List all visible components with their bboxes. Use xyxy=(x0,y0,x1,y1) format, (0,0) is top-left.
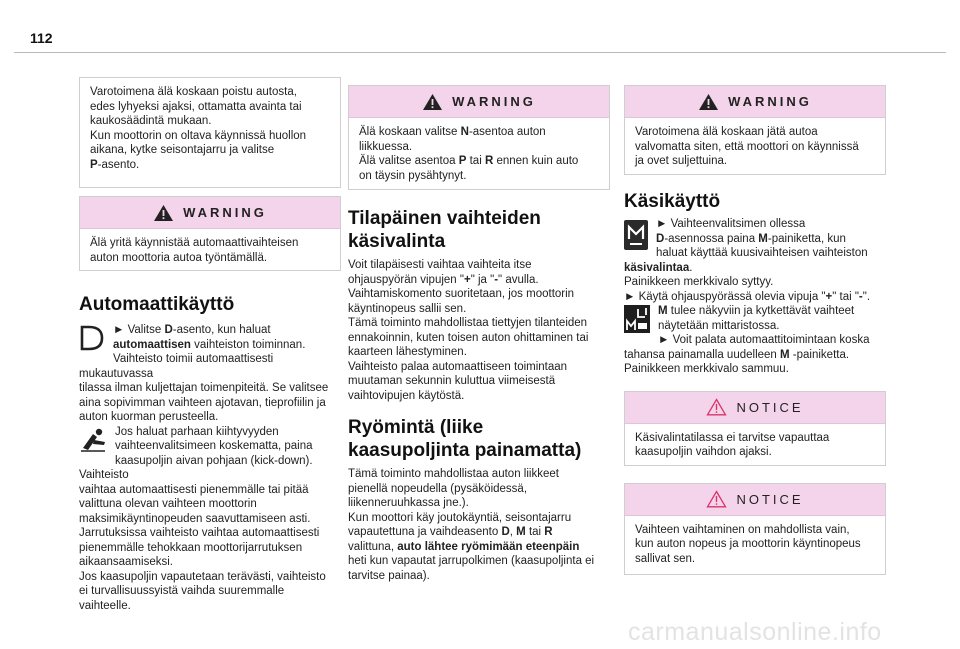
drive-instruction: ► Valitse D-asento, kun haluat xyxy=(113,324,271,336)
notice-triangle-icon xyxy=(706,490,727,508)
section-heading-manual: Käsikäyttö xyxy=(624,191,721,212)
warning-text: ja ovet suljettuina. xyxy=(635,155,728,167)
warning-text: Älä yritä käynnistää automaattivaihteisen xyxy=(90,237,299,249)
paragraph-line: pienellä nopeudella (pysäköidessä, xyxy=(348,482,528,495)
notice-box-1 xyxy=(624,391,886,466)
section-heading-temporary-manual: Tilapäinen vaihteiden käsivalinta xyxy=(348,208,541,252)
paragraph-line: aikaansaamiseksi. xyxy=(79,556,173,568)
paragraph-line: vaihteenvalitsimeen koskematta, paina xyxy=(115,440,313,452)
section-heading-automatic: Automaattikäyttö xyxy=(79,294,235,315)
warning-triangle-icon xyxy=(153,204,174,222)
warning-triangle-icon xyxy=(698,93,719,111)
section-heading-creep: Ryömintä (liike kaasupoljinta painamatta) xyxy=(348,417,582,461)
paragraph-line: M tulee näkyviin ja kytkettävät vaihteet xyxy=(658,305,855,317)
paragraph-line: Voit tilapäisesti vaihtaa vaihteita itse xyxy=(348,259,532,271)
paragraph-line: ennakoinnin, kuten toisen auton ohittaminen tai xyxy=(348,331,589,344)
paragraph-line: Tämä toiminto mahdollistaa tiettyjen tilanteiden xyxy=(348,317,588,329)
warning-triangle-icon xyxy=(422,93,443,111)
warning-header xyxy=(349,86,609,118)
warning-text: Varotoimena älä koskaan jätä autoa xyxy=(635,126,818,138)
paragraph-line: käyntinopeus sallii sen. xyxy=(348,302,467,315)
paragraph-line: ei turvallisuussyistä vaihda suuremmalle xyxy=(79,585,285,597)
paragraph-line: Vaihtamiskomento suoritetaan, jos moottorin xyxy=(348,288,575,300)
paragraph-line: Jarrutuksissa vaihteisto vaihtaa automaattisesti xyxy=(79,527,320,539)
paragraph-line: käsivalintaa. xyxy=(624,261,693,274)
notice-text: kaasupoljin vaihdon ajaksi. xyxy=(635,446,772,458)
warning-header xyxy=(625,86,885,118)
column-3 xyxy=(624,85,886,575)
manual-m-button-icon xyxy=(624,220,648,255)
header-rule xyxy=(14,52,946,53)
paragraph-line: ► Käytä ohjauspyörässä olevia vipuja "+" tai "-". xyxy=(624,290,871,303)
paragraph-line: muutaman sekunnin kuluttua viimeisestä xyxy=(348,375,556,387)
warning-title: WARNING xyxy=(452,94,536,109)
paragraph-line: tarvitse painaa). xyxy=(348,569,430,582)
column-1 xyxy=(79,77,341,613)
notice-title: NOTICE xyxy=(736,491,804,507)
warning-text: Älä koskaan valitse N-asentoa auton xyxy=(359,126,546,138)
notice-triangle-icon xyxy=(706,398,727,416)
intro-box xyxy=(79,77,341,188)
warning-text: valvomatta siten, että moottori on käynnissä xyxy=(635,140,859,153)
paragraph-line: Vaihteisto toimii automaattisesti mukautuvassa xyxy=(79,353,274,380)
paragraph-line: Jos haluat parhaan kiihtyvyyden xyxy=(115,425,279,438)
column-2 xyxy=(348,85,610,583)
paragraph-line: haluat käyttää kuusivaihteisen vaihteiston xyxy=(656,247,868,259)
paragraph-line: tahansa painamalla uudelleen M -painiketta. xyxy=(624,348,850,361)
gear-display-icon xyxy=(624,305,650,338)
paragraph-line: vapautettuna ja vaihdeasento D, M tai R xyxy=(348,526,553,538)
paragraph-line: valittuna, auto lähtee ryömimään eteenpäin xyxy=(348,540,580,553)
manual-instruction: D-asennossa paina M-painiketta, kun xyxy=(656,232,846,245)
paragraph-line: Painikkeen merkkivalo sammuu. xyxy=(624,363,789,375)
paragraph-line: Jos kaasupoljin vapautetaan terävästi, vaihteisto xyxy=(79,570,326,583)
warning-text: on täysin pysähtynyt. xyxy=(359,169,467,182)
watermark: carmanualsonline.info xyxy=(628,618,882,646)
warning-text: Älä valitse asentoa P tai R ennen kuin auto xyxy=(359,155,579,167)
paragraph-line: vaihtovipujen käytöstä. xyxy=(348,389,465,402)
notice-text: Käsivalintatilassa ei tarvitse vapauttaa xyxy=(635,431,830,444)
intro-line: edes lyhyeksi ajaksi, ottamatta avainta tai xyxy=(90,100,302,113)
notice-header xyxy=(625,484,885,516)
notice-text: Vaihteen vaihtaminen on mahdollista vain, xyxy=(635,523,850,536)
intro-line: Varotoimena älä koskaan poistu autosta, xyxy=(90,86,297,98)
warning-title: WARNING xyxy=(183,205,267,220)
paragraph-line: kaasupoljin aivan pohjaan (kick-down). Vaihteisto xyxy=(79,454,313,481)
paragraph-line: Vaihteisto palaa automaattiseen toimintaan xyxy=(348,360,568,373)
notice-header xyxy=(625,392,885,424)
paragraph-line: vaihteelle. xyxy=(79,599,131,612)
paragraph-line: aina sopivimman vaihteen ajotavan, tieprofiilin ja xyxy=(79,396,326,409)
manual-instruction: ► Vaihteenvalitsimen ollessa xyxy=(656,218,806,230)
paragraph-line: näytetään mittaristossa. xyxy=(658,319,780,332)
paragraph-line: Painikkeen merkkivalo syttyy. xyxy=(624,276,774,288)
drive-instruction: automaattisen vaihteiston toiminnan. xyxy=(113,338,306,351)
page-number: 112 xyxy=(30,30,53,46)
intro-line: aikana, kytke seisontajarru ja valitse xyxy=(90,144,275,156)
intro-line: P-asento. xyxy=(90,158,140,171)
paragraph-line: tilassa ilman kuljettajan toimenpiteitä. Se valitsee xyxy=(79,382,329,394)
warning-box-2 xyxy=(348,85,610,190)
paragraph-line: pienemmälle tehokkaan moottorijarrutuksen xyxy=(79,541,303,554)
intro-line: Kun moottorin on oltava käynnissä huollon xyxy=(90,129,307,142)
paragraph-line: vaihtaa automaattisesti pienemmälle tai pitää xyxy=(79,483,309,496)
paragraph-line: Tämä toiminto mahdollistaa auton liikkeet xyxy=(348,468,559,480)
drive-d-icon xyxy=(79,325,105,356)
paragraph-line: kaarteen lähestyminen. xyxy=(348,346,467,358)
warning-text: auton moottoria autoa työntämällä. xyxy=(90,251,268,264)
paragraph-line: auton kuorman perusteella. xyxy=(79,411,219,423)
warning-box-1 xyxy=(79,196,341,271)
warning-header xyxy=(80,197,340,229)
notice-title: NOTICE xyxy=(736,399,804,415)
paragraph-line: Kun moottori käy joutokäyntiä, seisontajarru xyxy=(348,511,572,524)
warning-text: liikkuessa. xyxy=(359,140,413,153)
warning-box-3 xyxy=(624,85,886,175)
notice-text: sallivat sen. xyxy=(635,552,696,565)
paragraph-line: ► Voit palata automaattitoimintaan koska xyxy=(658,334,870,346)
intro-line: kaukosäädintä mukaan. xyxy=(90,115,212,127)
paragraph-line: valittuna olevan vaihteen moottorin xyxy=(79,498,257,510)
kickdown-pedal-icon xyxy=(79,426,107,457)
paragraph-line: maksimikäyntinopeuden saavuttamiseen asti. xyxy=(79,512,311,525)
paragraph-line: heti kun vapautat jarrupolkimen (kaasupoljinta ei xyxy=(348,555,595,567)
notice-text: kun auton nopeus ja moottorin käyntinopeus xyxy=(635,538,861,550)
paragraph-line: liikenneruuhkassa jne.). xyxy=(348,497,469,509)
paragraph-line: ohjauspyörän vipujen "+" ja "-" avulla. xyxy=(348,273,539,286)
notice-box-2 xyxy=(624,483,886,575)
warning-title: WARNING xyxy=(728,94,812,109)
